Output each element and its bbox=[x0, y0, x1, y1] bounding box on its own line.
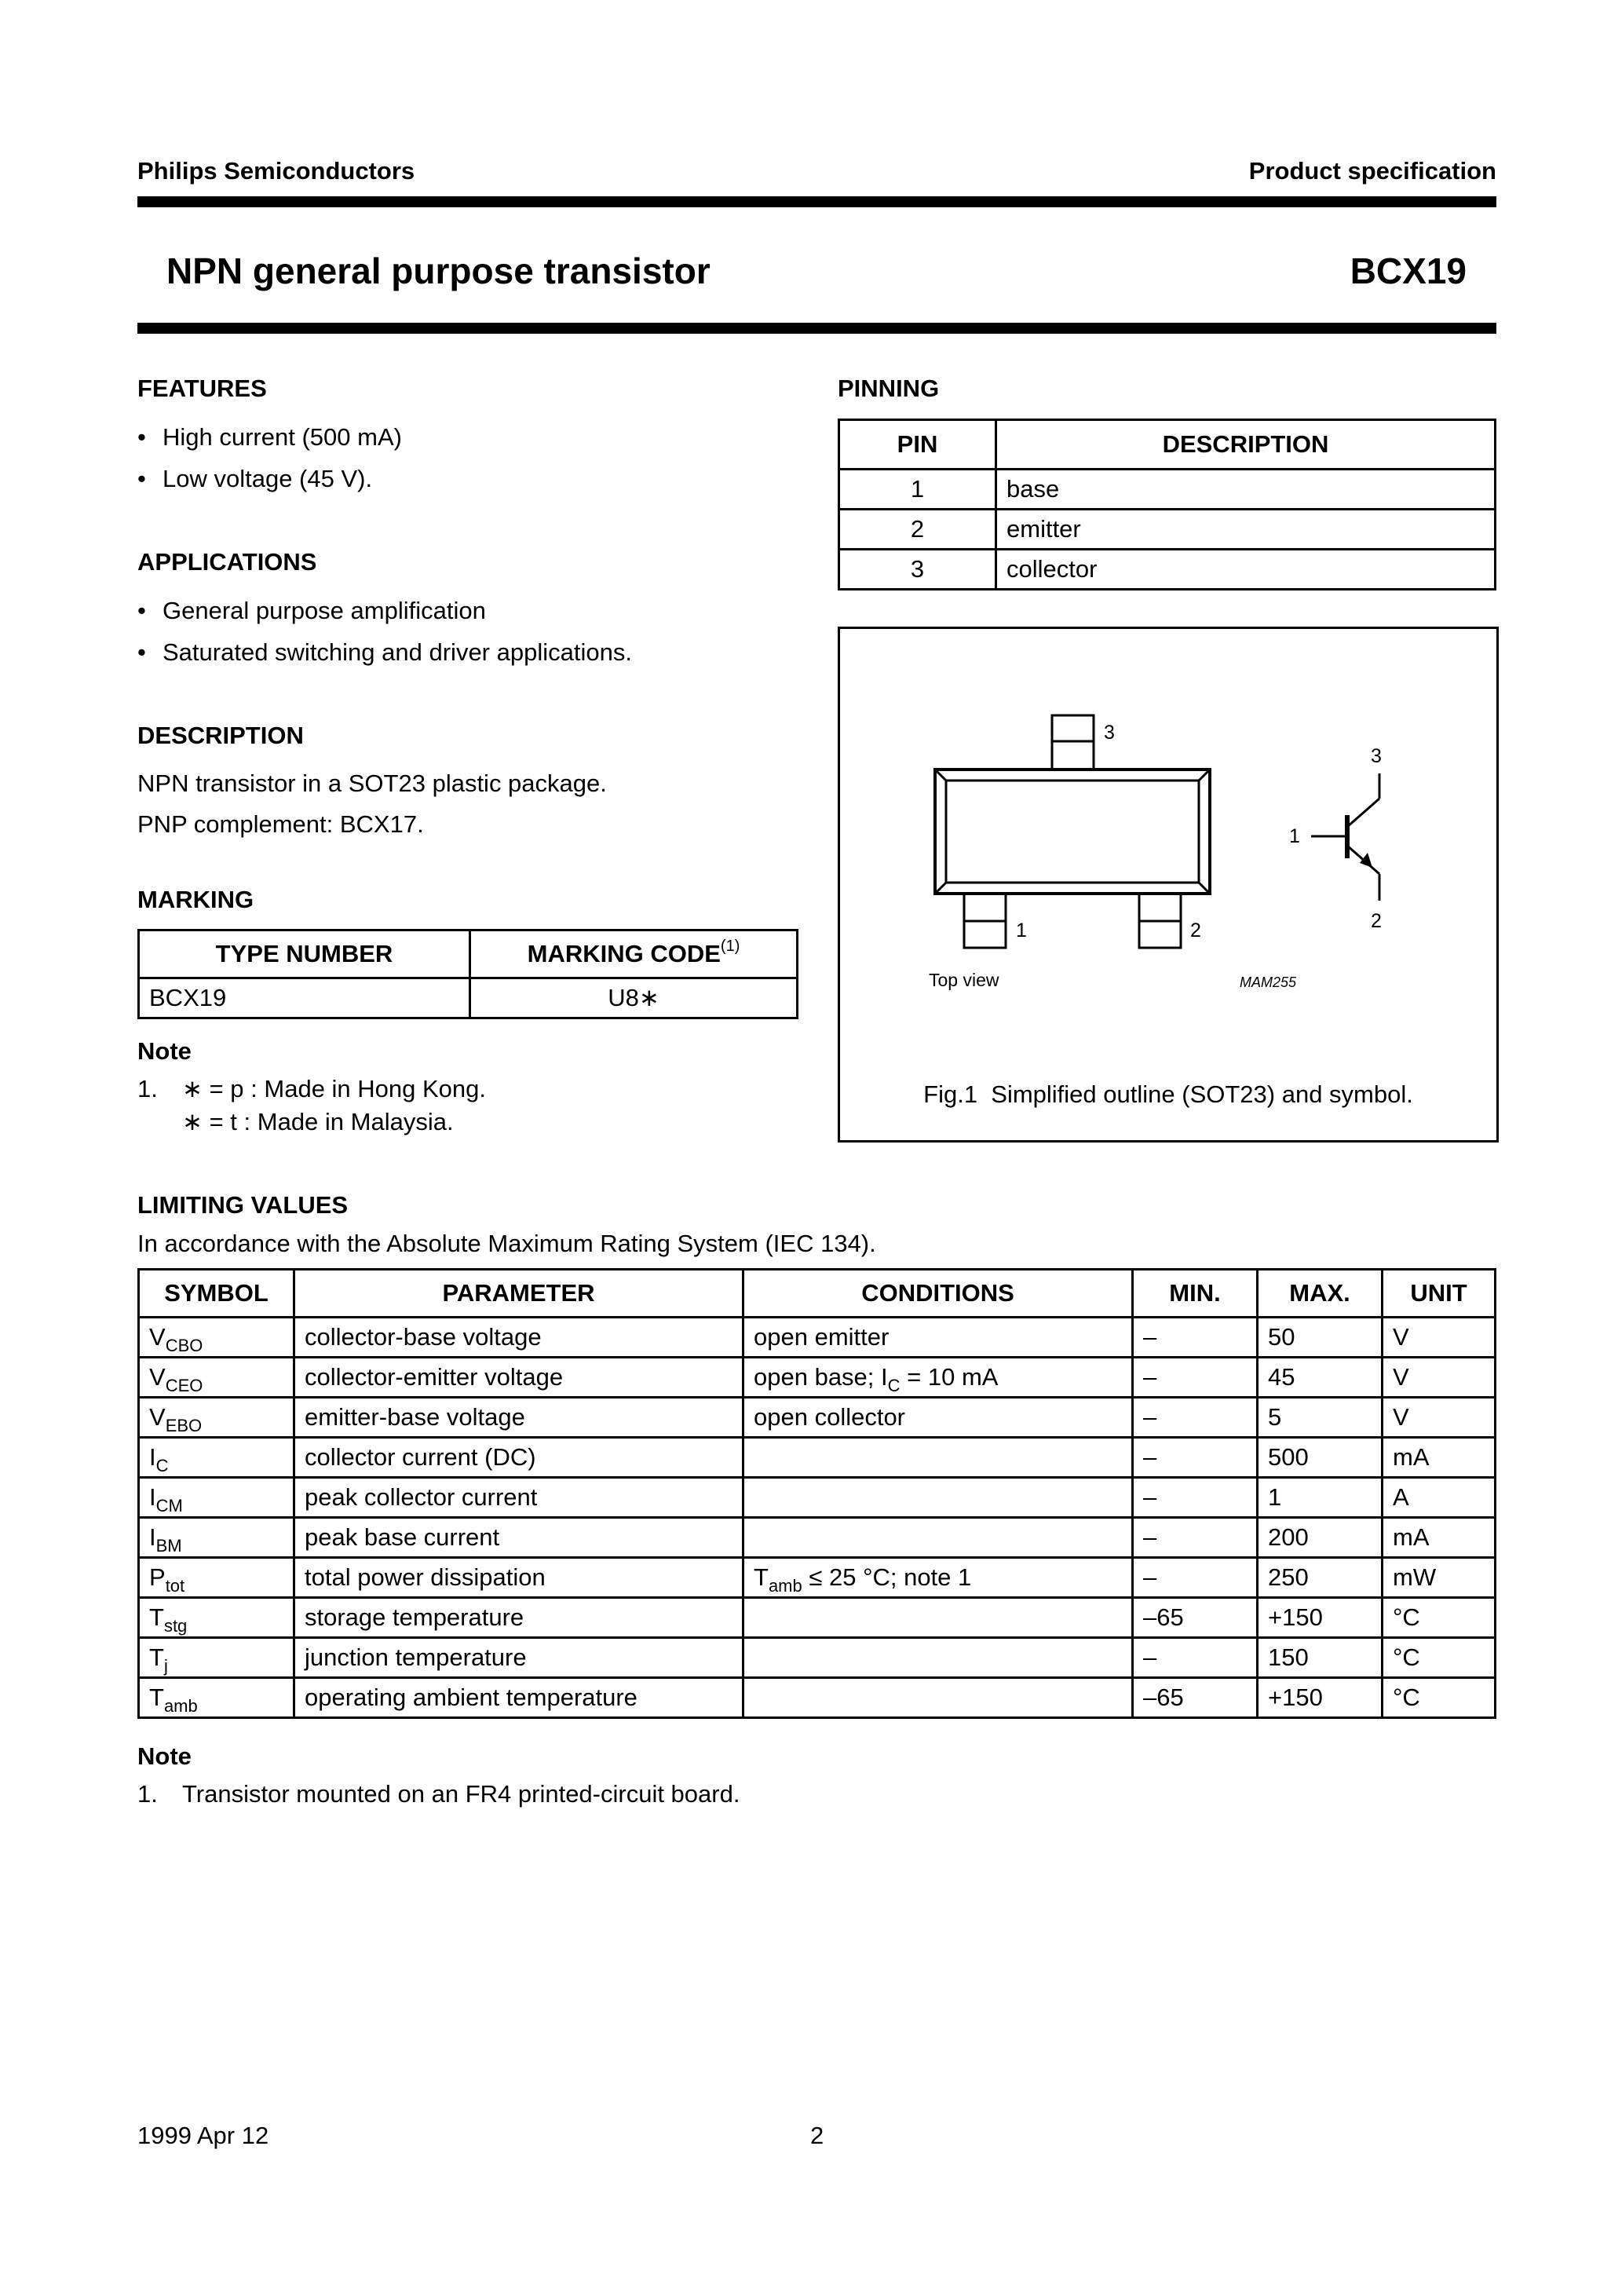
conditions-cell bbox=[743, 1438, 1133, 1478]
parameter-cell: storage temperature bbox=[294, 1598, 743, 1638]
symbol-cell: $V_{EBO}$ bbox=[139, 1398, 294, 1438]
symbol-cell: $T_{amb}$ bbox=[139, 1678, 294, 1718]
emitter-arrow-icon bbox=[1360, 853, 1372, 868]
header-rule bbox=[137, 196, 1496, 207]
min-cell: – bbox=[1133, 1558, 1258, 1598]
unit-cell: V bbox=[1383, 1358, 1496, 1398]
col-type-number: TYPE NUMBER bbox=[139, 930, 470, 978]
pin-cell: 2 bbox=[839, 510, 996, 550]
conditions-cell: open base; $I_C = 10$ mA bbox=[743, 1358, 1133, 1398]
conditions-cell bbox=[743, 1478, 1133, 1518]
company-name: Philips Semiconductors bbox=[137, 157, 415, 185]
conditions-cell bbox=[743, 1518, 1133, 1558]
pin-description-cell: base bbox=[996, 470, 1496, 510]
doc-type: Product specification bbox=[1248, 157, 1496, 185]
table-row bbox=[839, 550, 1496, 590]
col-description: DESCRIPTION bbox=[996, 420, 1496, 470]
parameter-cell: emitter-base voltage bbox=[294, 1398, 743, 1438]
table-row bbox=[139, 1518, 1496, 1558]
conditions-cell: open emitter bbox=[743, 1318, 1133, 1358]
min-cell: –65 bbox=[1133, 1598, 1258, 1638]
symbol-cell: $T_j$ bbox=[139, 1638, 294, 1678]
page-title: NPN general purpose transistor bbox=[166, 250, 711, 291]
features-heading: FEATURES bbox=[137, 375, 267, 402]
table-row bbox=[139, 1558, 1496, 1598]
col-pin: PIN bbox=[839, 420, 996, 470]
application-item: • General purpose amplification bbox=[137, 590, 781, 631]
min-cell: – bbox=[1133, 1358, 1258, 1398]
marking-code-cell: U8∗ bbox=[470, 978, 798, 1018]
max-cell: 500 bbox=[1258, 1438, 1383, 1478]
limiting-note-heading: Note bbox=[137, 1742, 192, 1770]
parameter-cell: collector-base voltage bbox=[294, 1318, 743, 1358]
part-number: BCX19 bbox=[1350, 250, 1467, 291]
table-row bbox=[139, 1598, 1496, 1638]
symbol-cell: $I_{BM}$ bbox=[139, 1518, 294, 1558]
max-cell: 150 bbox=[1258, 1638, 1383, 1678]
pinning-table bbox=[838, 419, 1496, 590]
parameter-cell: collector-emitter voltage bbox=[294, 1358, 743, 1398]
symbol-cell: $T_{stg}$ bbox=[139, 1598, 294, 1638]
symbol-cell: $I_{CM}$ bbox=[139, 1478, 294, 1518]
parameter-cell: operating ambient temperature bbox=[294, 1678, 743, 1718]
symbol-cell: $V_{CEO}$ bbox=[139, 1358, 294, 1398]
feature-item: • High current (500 mA) bbox=[137, 416, 781, 458]
description-heading: DESCRIPTION bbox=[137, 722, 304, 749]
figure-caption: Fig.1 Simplified outline (SOT23) and symbol. bbox=[923, 1080, 1413, 1108]
col-marking-code: MARKING CODE$^{(1)}$ bbox=[470, 930, 798, 978]
max-cell: 250 bbox=[1258, 1558, 1383, 1598]
table-row bbox=[139, 978, 798, 1018]
application-item: • Saturated switching and driver applications. bbox=[137, 631, 781, 673]
applications-list bbox=[137, 590, 781, 673]
unit-cell: mW bbox=[1383, 1558, 1496, 1598]
col-conditions: CONDITIONS bbox=[743, 1270, 1133, 1318]
description-text bbox=[137, 763, 607, 845]
symbol-cell: $V_{CBO}$ bbox=[139, 1318, 294, 1358]
symbol-cell: $P_{tot}$ bbox=[139, 1558, 294, 1598]
limiting-note-text: Transistor mounted on an FR4 printed-circuit board. bbox=[182, 1780, 740, 1808]
min-cell: –65 bbox=[1133, 1678, 1258, 1718]
sot23-outline-diagram bbox=[840, 629, 1496, 1140]
pin-description-cell: collector bbox=[996, 550, 1496, 590]
outline-pin3-label: 3 bbox=[1104, 722, 1115, 744]
limiting-values-table bbox=[137, 1268, 1496, 1719]
unit-cell: °C bbox=[1383, 1638, 1496, 1678]
parameter-cell: peak collector current bbox=[294, 1478, 743, 1518]
col-unit: UNIT bbox=[1383, 1270, 1496, 1318]
table-row bbox=[839, 510, 1496, 550]
parameter-cell: total power dissipation bbox=[294, 1558, 743, 1598]
page-number: 2 bbox=[810, 2122, 824, 2149]
unit-cell: mA bbox=[1383, 1438, 1496, 1478]
limiting-values-heading: LIMITING VALUES bbox=[137, 1191, 349, 1219]
table-row bbox=[139, 1638, 1496, 1678]
max-cell: 5 bbox=[1258, 1398, 1383, 1438]
marking-note-lines bbox=[182, 1073, 486, 1139]
conditions-cell: $T_{amb} \le 25$ °C; note 1 bbox=[743, 1558, 1133, 1598]
symbol-pin3-label: 3 bbox=[1371, 745, 1382, 767]
note-line: ∗ = p : Made in Hong Kong. bbox=[182, 1075, 487, 1102]
unit-cell: V bbox=[1383, 1398, 1496, 1438]
unit-cell: °C bbox=[1383, 1678, 1496, 1718]
symbol-pin1-label: 1 bbox=[1289, 825, 1300, 847]
feature-item: • Low voltage (45 V). bbox=[137, 458, 781, 499]
conditions-cell bbox=[743, 1598, 1133, 1638]
min-cell: – bbox=[1133, 1518, 1258, 1558]
pin-description-cell: emitter bbox=[996, 510, 1496, 550]
unit-cell: mA bbox=[1383, 1518, 1496, 1558]
limiting-values-rows bbox=[139, 1318, 1496, 1718]
table-row bbox=[139, 1358, 1496, 1398]
table-row bbox=[139, 1678, 1496, 1718]
col-min: MIN. bbox=[1133, 1270, 1258, 1318]
figure-code: MAM255 bbox=[1240, 974, 1297, 990]
conditions-cell: open collector bbox=[743, 1398, 1133, 1438]
marking-note: 1. bbox=[137, 1075, 158, 1102]
unit-cell: V bbox=[1383, 1318, 1496, 1358]
symbol-cell: $I_C$ bbox=[139, 1438, 294, 1478]
unit-cell: °C bbox=[1383, 1598, 1496, 1638]
outline-pin2-label: 2 bbox=[1190, 919, 1201, 941]
features-list bbox=[137, 416, 781, 499]
max-cell: +150 bbox=[1258, 1678, 1383, 1718]
max-cell: 200 bbox=[1258, 1518, 1383, 1558]
table-row bbox=[139, 1478, 1496, 1518]
max-cell: 50 bbox=[1258, 1318, 1383, 1358]
applications-heading: APPLICATIONS bbox=[137, 548, 317, 576]
min-cell: – bbox=[1133, 1478, 1258, 1518]
unit-cell: A bbox=[1383, 1478, 1496, 1518]
col-parameter: PARAMETER bbox=[294, 1270, 743, 1318]
description-line: PNP complement: BCX17. bbox=[137, 810, 424, 838]
conditions-cell bbox=[743, 1678, 1133, 1718]
table-row bbox=[139, 1318, 1496, 1358]
parameter-cell: collector current (DC) bbox=[294, 1438, 743, 1478]
title-rule bbox=[137, 323, 1496, 334]
symbol-pin2-label: 2 bbox=[1371, 910, 1382, 932]
max-cell: +150 bbox=[1258, 1598, 1383, 1638]
marking-note-heading: Note bbox=[137, 1037, 192, 1065]
max-cell: 45 bbox=[1258, 1358, 1383, 1398]
limiting-values-intro: In accordance with the Absolute Maximum Rating System (IEC 134). bbox=[137, 1230, 876, 1257]
parameter-cell: peak base current bbox=[294, 1518, 743, 1558]
type-number-cell: BCX19 bbox=[139, 978, 470, 1018]
table-row bbox=[139, 1438, 1496, 1478]
min-cell: – bbox=[1133, 1638, 1258, 1678]
description-line: NPN transistor in a SOT23 plastic package. bbox=[137, 770, 607, 797]
footer-date: 1999 Apr 12 bbox=[137, 2122, 269, 2149]
pin-cell: 3 bbox=[839, 550, 996, 590]
outline-pin1-label: 1 bbox=[1016, 919, 1027, 941]
table-row bbox=[839, 470, 1496, 510]
col-max: MAX. bbox=[1258, 1270, 1383, 1318]
min-cell: – bbox=[1133, 1438, 1258, 1478]
conditions-cell bbox=[743, 1638, 1133, 1678]
min-cell: – bbox=[1133, 1398, 1258, 1438]
table-row bbox=[139, 1398, 1496, 1438]
min-cell: – bbox=[1133, 1318, 1258, 1358]
marking-table bbox=[137, 929, 798, 1019]
pinning-heading: PINNING bbox=[838, 375, 940, 402]
pin-cell: 1 bbox=[839, 470, 996, 510]
top-view-label: Top view bbox=[929, 970, 999, 990]
note-line: ∗ = t : Made in Malaysia. bbox=[182, 1108, 454, 1135]
limiting-note-number: 1. bbox=[137, 1780, 158, 1808]
col-symbol: SYMBOL bbox=[139, 1270, 294, 1318]
parameter-cell: junction temperature bbox=[294, 1638, 743, 1678]
max-cell: 1 bbox=[1258, 1478, 1383, 1518]
marking-heading: MARKING bbox=[137, 886, 254, 913]
figure-outline-symbol bbox=[838, 627, 1499, 1143]
